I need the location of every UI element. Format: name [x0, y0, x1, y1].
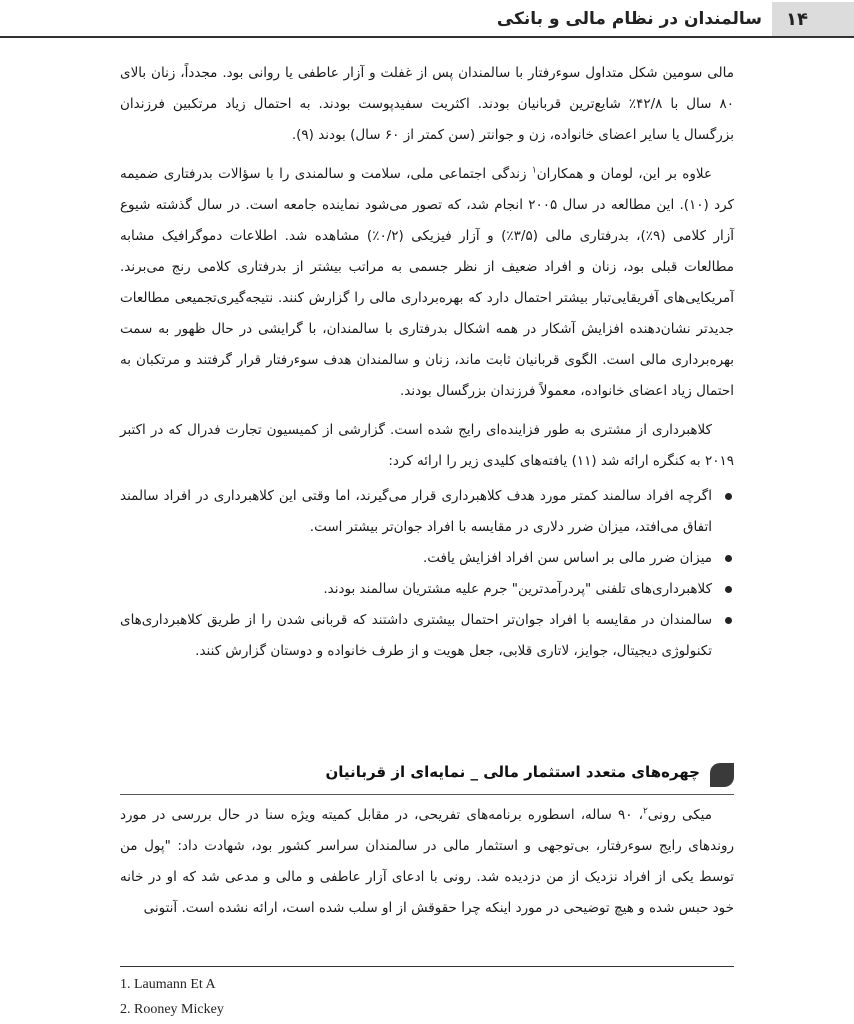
- main-body: [120, 58, 734, 667]
- section-title: چهره‌های متعدد استثمار مالی _ نمایه‌ای از قربانیان: [325, 763, 700, 781]
- list-item-text: سالمندان در مقایسه با افراد جوان‌تر احتمال بیشتری داشتند که قربانی شدن را از طریق کلاهبرداری‌های تکنولوژی دیجیتال، جوایز، لاتاری قلابی، جعل هویت و از طرف خانواده و دوستان گزارش کنند.: [120, 612, 712, 659]
- footnote-ref-2: ۲: [642, 806, 648, 817]
- list-item-text: کلاهبرداری‌های تلفنی "پردرآمدترین" جرم علیه مشتریان سالمند بودند.: [323, 581, 712, 597]
- paragraph-4-lead: میکی رونی: [647, 807, 712, 823]
- section-rule: [120, 794, 734, 795]
- bullet-icon: [725, 555, 732, 562]
- paragraph-4-body: ، ۹۰ ساله، اسطوره برنامه‌های تفریحی، در مقابل کمیته ویژه سنا در حال بررسی در مورد روندهای رایج سوءرفتار، بی‌توجهی و استثمار مالی در سالمندان سراسر کشور بود، شهادت داد: "پول من توسط یکی از افراد نزدیک از من دزدیده شد. رونی با ادعای آزار عاطفی و مالی و مدعی شد که او در خانه خود حبس شده و هیچ توضیحی در مورد اینکه چرا حقوقش از او سلب شده است، ارائه نشده است. آنتونی: [120, 807, 734, 916]
- paragraph-3: کلاهبرداری از مشتری به طور فزاینده‌ای رایج شده است. گزارشی از کمیسیون تجارت فدرال که در اکتبر ۲۰۱۹ به کنگره ارائه شد (۱۱) یافته‌های کلیدی زیر را ارائه کرد:: [120, 422, 734, 469]
- footnote-rule: [120, 966, 734, 967]
- section-body: [120, 800, 734, 924]
- footnote-1: 1. Laumann Et A: [120, 977, 216, 992]
- list-item: [120, 574, 734, 605]
- section-heading: [120, 758, 734, 794]
- bullet-icon: [725, 493, 732, 500]
- footnote-ref-1: ۱: [531, 165, 537, 176]
- paragraph-4: [120, 800, 734, 924]
- list-item: [120, 543, 734, 574]
- paragraph-1: مالی سومین شکل متداول سوءرفتار با سالمندان پس از غفلت و آزار عاطفی یا روانی بود. مجدداً، زنان بالای ۸۰ سال با ۴۲/۸٪ شایع‌ترین قربانیان بودند. اکثریت سفیدپوست بودند. به احتمال زیاد مرتکبین فرزندان بزرگسال یا سایر اعضای خانواده، زن و جوانتر (سن کمتر از ۶۰ سال) بودند (۹).: [120, 65, 734, 143]
- list-item: [120, 481, 734, 543]
- running-title: سالمندان در نظام مالی و بانکی: [496, 9, 762, 29]
- bullet-icon: [725, 586, 732, 593]
- list-item: [120, 605, 734, 667]
- paragraph-2-lead: علاوه بر این، لومان و همکاران: [536, 166, 712, 182]
- leaf-icon: [710, 763, 734, 787]
- page-number-box: [770, 2, 854, 36]
- page-header: [0, 0, 854, 38]
- bullet-icon: [725, 617, 732, 624]
- paragraph-2: [120, 159, 734, 407]
- paragraph-2-body: زندگی اجتماعی ملی، سلامت و سالمندی را با سؤالات بدرفتاری ضمیمه کرد (۱۰). این مطالعه در سال ۲۰۰۵ انجام شد، که تصور می‌شود نماینده جامعه است. در سال گذشته شیوع آزار کلامی (۹٪)، بدرفتاری مالی (۳/۵٪) و آزار فیزیکی (۰/۲٪) مشاهده شد. اطلاعات دموگرافیک مشابه مطالعات قبلی بود، زنان و افراد ضعیف از نظر جسمی به مراتب بیشتر از بدرفتاری کلامی رنج می‌برند. آمریکایی‌های آفریقایی‌تبار بیشتر احتمال دارد که بهره‌برداری مالی را گزارش کنند. نتیجه‌گیری‌تجمیعی مطالعات جدیدتر نشان‌دهنده افزایش آشکار در همه اشکال بدرفتاری با سالمندان، با گرایشی در حال ظهور به سمت بهره‌برداری مالی است. الگوی قربانیان ثابت ماند، زنان و سالمندان هدف سوءرفتار قرار گرفتند و مرتکبان به احتمال زیاد اعضای خانواده، معمولاً فرزندان بزرگسال بودند.: [120, 166, 735, 399]
- page-number: ۱۴: [786, 9, 808, 30]
- findings-list: [120, 481, 734, 667]
- list-item-text: اگرچه افراد سالمند کمتر مورد هدف کلاهبرداری قرار می‌گیرند، اما وقتی این کلاهبرداری در افراد سالمند اتفاق می‌افتد، میزان ضرر دلاری در مقایسه با افراد جوان‌تر بیشتر است.: [120, 488, 712, 535]
- footnotes: [120, 972, 734, 1022]
- header-rule: [0, 36, 854, 38]
- list-item-text: میزان ضرر مالی بر اساس سن افراد افزایش یافت.: [423, 550, 712, 566]
- footnote-2: 2. Rooney Mickey: [120, 1002, 224, 1017]
